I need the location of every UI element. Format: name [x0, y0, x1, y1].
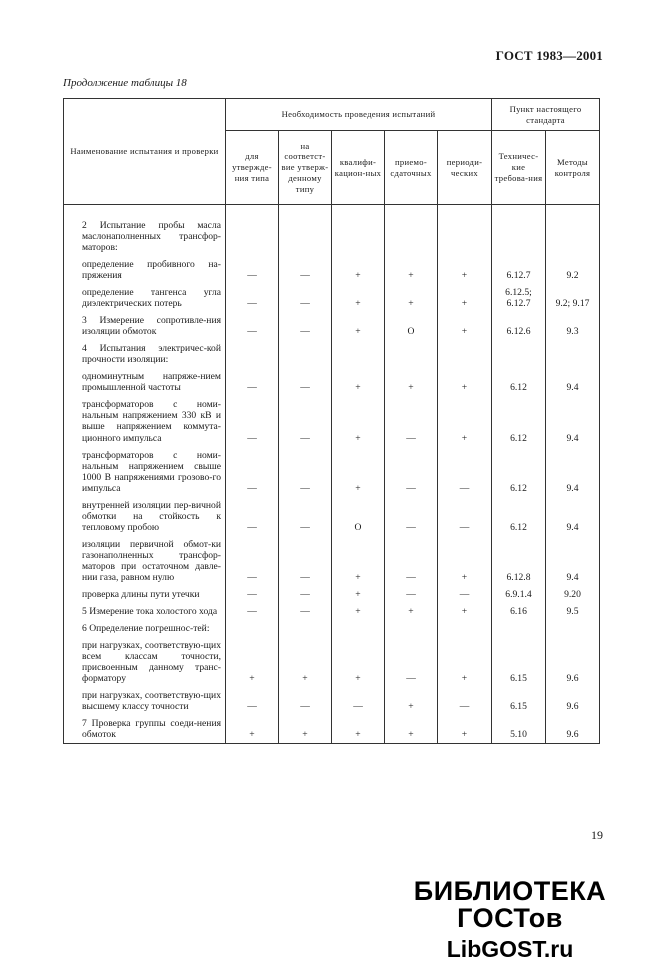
cell-type-approval: + — [226, 637, 279, 687]
cell-type-conformity: — — [279, 687, 332, 715]
test-name-cell: при нагрузках, соответствую-щих всем классам точности, присвоенным данному транс-форматору — [64, 637, 226, 687]
cell-tech-req — [492, 620, 546, 637]
table-row — [64, 368, 600, 396]
cell-test-method: 9.20 — [546, 586, 600, 603]
test-name-cell: трансформаторов с номи-нальным напряжением свыше 1000 В напряжениями грозово-го импульса — [64, 447, 226, 497]
table-row — [64, 715, 600, 744]
table-row — [64, 340, 600, 368]
subcol-type-conformity: на соответст-вие утверж-денному типу — [279, 131, 332, 205]
cell-qualification: + — [332, 603, 385, 620]
cell-acceptance: + — [385, 284, 438, 312]
cell-tech-req: 6.12.7 — [492, 256, 546, 284]
test-name-cell: одноминутным напряже-нием промышленной частоты — [64, 368, 226, 396]
cell-acceptance: О — [385, 312, 438, 340]
cell-qualification: + — [332, 586, 385, 603]
table-row — [64, 217, 600, 256]
cell-type-approval: — — [226, 536, 279, 586]
cell-acceptance: + — [385, 256, 438, 284]
cell-qualification — [332, 217, 385, 256]
table-row — [64, 312, 600, 340]
cell-qualification: + — [332, 536, 385, 586]
subcol-test-methods: Методы контроля — [546, 131, 600, 205]
cell-acceptance — [385, 217, 438, 256]
cell-periodic: + — [438, 603, 492, 620]
table-row — [64, 447, 600, 497]
cell-periodic — [438, 340, 492, 368]
cell-type-conformity: — — [279, 284, 332, 312]
cell-tech-req: 6.15 — [492, 687, 546, 715]
cell-acceptance: — — [385, 497, 438, 536]
cell-tech-req: 6.16 — [492, 603, 546, 620]
cell-tech-req: 6.9.1.4 — [492, 586, 546, 603]
cell-periodic: + — [438, 396, 492, 446]
cell-test-method: 9.4 — [546, 368, 600, 396]
cell-type-conformity: + — [279, 637, 332, 687]
cell-periodic: + — [438, 312, 492, 340]
table-row — [64, 256, 600, 284]
test-name-cell: 3 Измерение сопротивле-ния изоляции обмоток — [64, 312, 226, 340]
cell-type-conformity: + — [279, 715, 332, 744]
cell-periodic — [438, 620, 492, 637]
cell-type-conformity: — — [279, 256, 332, 284]
cell-periodic: + — [438, 368, 492, 396]
table-row — [64, 396, 600, 446]
cell-tech-req — [492, 217, 546, 256]
cell-acceptance: + — [385, 715, 438, 744]
cell-type-approval: — — [226, 396, 279, 446]
table-row — [64, 536, 600, 586]
cell-acceptance: + — [385, 368, 438, 396]
cell-periodic — [438, 217, 492, 256]
cell-type-conformity: — — [279, 586, 332, 603]
subcol-tech-requirements: Техничес-кие требова-ния — [492, 131, 546, 205]
cell-test-method: 9.5 — [546, 603, 600, 620]
subcol-periodic: периоди-ческих — [438, 131, 492, 205]
test-name-cell: внутренней изоляции пер-вичной обмотки на стойкость к тепловому пробою — [64, 497, 226, 536]
cell-test-method: 9.4 — [546, 396, 600, 446]
cell-qualification: + — [332, 447, 385, 497]
col-need-header: Необходимость проведения испытаний — [226, 99, 492, 131]
subcol-type-approval: для утвержде-ния типа — [226, 131, 279, 205]
cell-qualification: + — [332, 256, 385, 284]
test-name-cell: при нагрузках, соответствую-щих высшему классу точности — [64, 687, 226, 715]
cell-test-method — [546, 620, 600, 637]
cell-acceptance: + — [385, 687, 438, 715]
cell-type-approval: — — [226, 368, 279, 396]
cell-acceptance: — — [385, 586, 438, 603]
cell-acceptance: — — [385, 447, 438, 497]
table-row — [64, 603, 600, 620]
cell-tech-req: 6.12 — [492, 396, 546, 446]
cell-acceptance — [385, 340, 438, 368]
cell-tech-req: 6.12 — [492, 447, 546, 497]
cell-qualification: + — [332, 368, 385, 396]
cell-test-method: 9.6 — [546, 637, 600, 687]
cell-test-method: 9.4 — [546, 536, 600, 586]
test-name-cell: определение тангенса угла диэлектрических потерь — [64, 284, 226, 312]
cell-qualification — [332, 620, 385, 637]
cell-tech-req: 6.12.6 — [492, 312, 546, 340]
cell-test-method: 9.3 — [546, 312, 600, 340]
cell-type-approval: — — [226, 603, 279, 620]
cell-qualification: — — [332, 687, 385, 715]
watermark-line-2: LibGOST.ru — [446, 936, 574, 962]
watermark-line-1: БИБЛИОТЕКА ГОСТов — [413, 876, 607, 933]
cell-test-method: 9.6 — [546, 687, 600, 715]
col-name-header: Наименование испытания и проверки — [64, 99, 226, 205]
cell-tech-req: 5.10 — [492, 715, 546, 744]
table-row — [64, 620, 600, 637]
cell-test-method — [546, 217, 600, 256]
cell-type-approval: — — [226, 284, 279, 312]
cell-periodic: + — [438, 637, 492, 687]
test-name-cell: 6 Определение погрешнос-тей: — [64, 620, 226, 637]
cell-type-approval: — — [226, 256, 279, 284]
cell-type-conformity: — — [279, 447, 332, 497]
table-row — [64, 284, 600, 312]
cell-test-method — [546, 340, 600, 368]
cell-qualification: + — [332, 312, 385, 340]
cell-qualification: + — [332, 715, 385, 744]
cell-type-conformity — [279, 217, 332, 256]
cell-type-approval: — — [226, 447, 279, 497]
cell-acceptance: — — [385, 536, 438, 586]
cell-type-approval — [226, 620, 279, 637]
cell-type-approval: + — [226, 715, 279, 744]
table-row — [64, 687, 600, 715]
watermark-logo — [360, 878, 660, 961]
subcol-acceptance: приемо-сдаточных — [385, 131, 438, 205]
cell-acceptance: + — [385, 603, 438, 620]
cell-type-conformity: — — [279, 603, 332, 620]
cell-type-conformity — [279, 620, 332, 637]
cell-type-conformity — [279, 340, 332, 368]
cell-qualification: О — [332, 497, 385, 536]
cell-tech-req: 6.12.8 — [492, 536, 546, 586]
test-name-cell: трансформаторов с номи-нальным напряжением 330 кВ и выше напряжением коммута-ционного импульса — [64, 396, 226, 446]
cell-periodic: — — [438, 687, 492, 715]
test-name-cell: 5 Измерение тока холостого хода — [64, 603, 226, 620]
cell-qualification: + — [332, 637, 385, 687]
cell-periodic: + — [438, 256, 492, 284]
cell-type-conformity: — — [279, 536, 332, 586]
document-code: ГОСТ 1983—2001 — [495, 48, 603, 63]
table-row — [64, 586, 600, 603]
cell-tech-req — [492, 340, 546, 368]
cell-type-conformity: — — [279, 368, 332, 396]
test-name-cell: 4 Испытания электричес-кой прочности изоляции: — [64, 340, 226, 368]
cell-type-conformity: — — [279, 396, 332, 446]
cell-type-approval: — — [226, 497, 279, 536]
test-name-cell: 7 Проверка группы соеди-нения обмоток — [64, 715, 226, 744]
table-row — [64, 637, 600, 687]
cell-acceptance: — — [385, 637, 438, 687]
cell-periodic: — — [438, 586, 492, 603]
cell-test-method: 9.2; 9.17 — [546, 284, 600, 312]
cell-acceptance — [385, 620, 438, 637]
cell-periodic: — — [438, 497, 492, 536]
cell-qualification: + — [332, 284, 385, 312]
cell-type-approval: — — [226, 687, 279, 715]
cell-test-method: 9.4 — [546, 497, 600, 536]
cell-type-approval — [226, 217, 279, 256]
cell-type-approval — [226, 340, 279, 368]
cell-tech-req: 6.12 — [492, 368, 546, 396]
cell-test-method: 9.6 — [546, 715, 600, 744]
col-clause-header: Пункт настоящего стандарта — [492, 99, 600, 131]
test-name-cell: определение пробивного на-пряжения — [64, 256, 226, 284]
cell-tech-req: 6.15 — [492, 637, 546, 687]
cell-periodic: + — [438, 715, 492, 744]
cell-test-method: 9.2 — [546, 256, 600, 284]
cell-type-approval: — — [226, 312, 279, 340]
cell-tech-req: 6.12.5; 6.12.7 — [492, 284, 546, 312]
cell-periodic: + — [438, 284, 492, 312]
cell-acceptance: — — [385, 396, 438, 446]
cell-periodic: — — [438, 447, 492, 497]
subcol-qualification: квалифи-кацион-ных — [332, 131, 385, 205]
cell-type-conformity: — — [279, 497, 332, 536]
tests-table — [63, 98, 600, 744]
test-name-cell: изоляции первичной обмот-ки газонаполненных трансфор-маторов при остаточном давле-нии газа, равном нулю — [64, 536, 226, 586]
cell-type-conformity: — — [279, 312, 332, 340]
cell-qualification: + — [332, 396, 385, 446]
test-name-cell: 2 Испытание пробы масла маслонаполненных трансфор-маторов: — [64, 217, 226, 256]
cell-qualification — [332, 340, 385, 368]
test-name-cell: проверка длины пути утечки — [64, 586, 226, 603]
cell-tech-req: 6.12 — [492, 497, 546, 536]
cell-test-method: 9.4 — [546, 447, 600, 497]
cell-periodic: + — [438, 536, 492, 586]
cell-type-approval: — — [226, 586, 279, 603]
table-continuation-caption: Продолжение таблицы 18 — [63, 77, 187, 89]
table-row — [64, 497, 600, 536]
page-number: 19 — [591, 828, 603, 842]
